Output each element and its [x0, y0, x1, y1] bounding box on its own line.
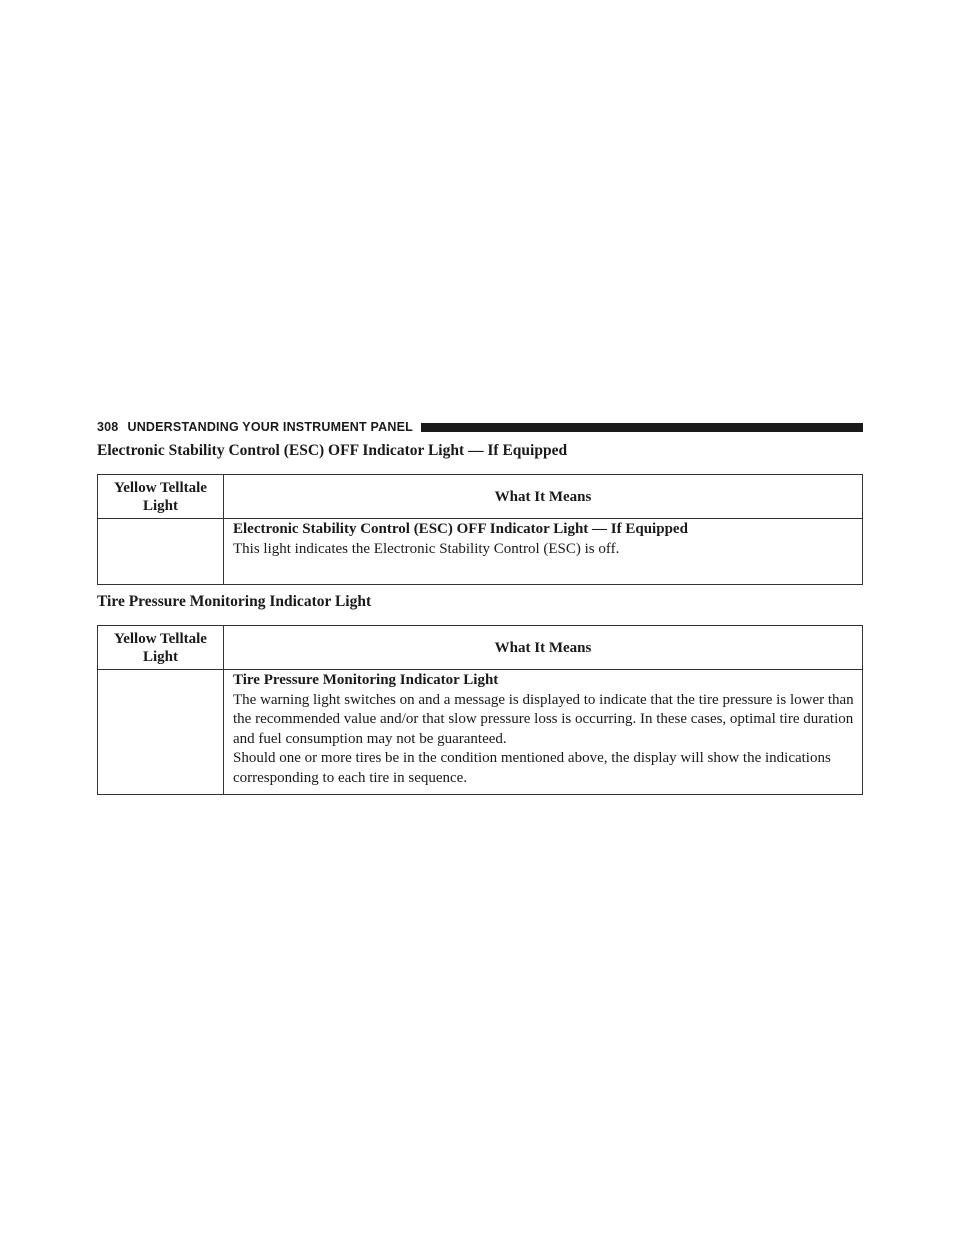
column-header-light: Yellow Telltale Light — [98, 626, 224, 670]
telltale-icon-cell — [98, 670, 224, 795]
description-title: Tire Pressure Monitoring Indicator Light — [233, 672, 499, 688]
table-header-row — [98, 475, 863, 519]
header-rule — [421, 423, 863, 432]
esc-telltale-table — [97, 474, 863, 585]
section-heading-esc: Electronic Stability Control (ESC) OFF Indicator Light — If Equipped — [97, 442, 568, 459]
page-header — [97, 418, 863, 436]
description-cell — [224, 519, 863, 585]
table-row — [98, 670, 863, 795]
description-text: The warning light switches on and a message is displayed to indicate that the tire pressure is lower than the recommended value and/or that slow pressure loss is occurring. In these cases, optimal tire duration and fuel consumption may not be guaranteed. — [233, 691, 854, 747]
description-text: This light indicates the Electronic Stability Control (ESC) is off. — [233, 540, 620, 557]
page-number: 308 — [97, 420, 119, 434]
tpms-telltale-table — [97, 625, 863, 795]
description-cell — [224, 670, 863, 795]
chapter-title: UNDERSTANDING YOUR INSTRUMENT PANEL — [127, 420, 413, 434]
section-heading-tpms: Tire Pressure Monitoring Indicator Light — [97, 593, 372, 610]
description-text: Should one or more tires be in the condition mentioned above, the display will show the indications corresponding to each tire in sequence. — [233, 750, 831, 786]
column-header-meaning: What It Means — [224, 626, 863, 670]
table-header-row — [98, 626, 863, 670]
table-row — [98, 519, 863, 585]
telltale-icon-cell — [98, 519, 224, 585]
description-title: Electronic Stability Control (ESC) OFF Indicator Light — If Equipped — [233, 521, 688, 537]
column-header-light: Yellow Telltale Light — [98, 475, 224, 519]
column-header-meaning: What It Means — [224, 475, 863, 519]
